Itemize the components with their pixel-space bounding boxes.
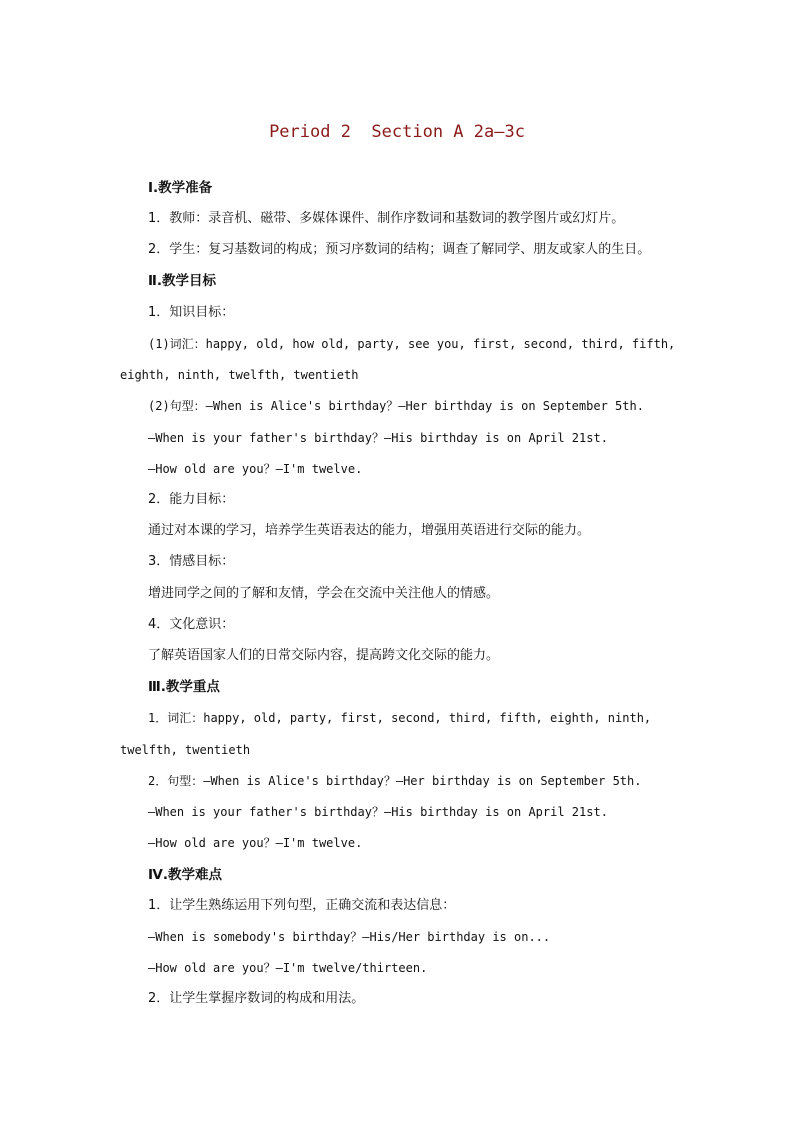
section-heading-objectives: Ⅱ.教学目标	[148, 273, 217, 289]
paragraph: 1．让学生熟练运用下列句型，正确交流和表达信息：	[148, 898, 456, 913]
paragraph: —How old are you？—I'm twelve.	[148, 836, 363, 850]
paragraph: 1．知识目标：	[148, 305, 235, 320]
paragraph: 4．文化意识：	[148, 617, 235, 632]
section-heading-preparation: Ⅰ.教学准备	[148, 180, 213, 196]
section-heading-key-points: Ⅲ.教学重点	[148, 679, 220, 695]
paragraph: 通过对本课的学习，培养学生英语表达的能力，增强用英语进行交际的能力。	[148, 523, 591, 538]
paragraph: 2．学生：复习基数词的构成；预习序数词的结构；调查了解同学、朋友或家人的生日。	[148, 242, 651, 257]
paragraph: 3．情感目标：	[148, 554, 235, 569]
paragraph: 2．让学生掌握序数词的构成和用法。	[148, 991, 365, 1006]
paragraph: twelfth, twentieth	[120, 743, 251, 757]
paragraph: 2．能力目标：	[148, 492, 235, 507]
paragraph: 了解英语国家人们的日常交际内容，提高跨文化交际的能力。	[148, 648, 500, 663]
paragraph: (2)句型：—When is Alice's birthday？—Her birthday is on September 5th.	[148, 399, 644, 413]
paragraph: —When is your father's birthday？—His birthday is on April 21st.	[148, 431, 608, 445]
paragraph: —When is your father's birthday？—His birthday is on April 21st.	[148, 805, 608, 819]
paragraph: 1．词汇：happy, old, party, first, second, third, fifth, eighth, ninth,	[148, 711, 652, 725]
paragraph: 1．教师：录音机、磁带、多媒体课件、制作序数词和基数词的教学图片或幻灯片。	[148, 211, 625, 226]
section-heading-difficulties: Ⅳ.教学难点	[148, 867, 222, 883]
paragraph: —How old are you？—I'm twelve/thirteen.	[148, 961, 428, 975]
paragraph: eighth, ninth, twelfth, twentieth	[120, 368, 359, 382]
document-title: Period 2 Section A 2a—3c	[269, 122, 525, 142]
paragraph: —When is somebody's birthday？—His/Her birthday is on...	[148, 930, 551, 944]
paragraph: 增进同学之间的了解和友情，学会在交流中关注他人的情感。	[148, 586, 500, 601]
paragraph: 2．句型：—When is Alice's birthday？—Her birthday is on September 5th.	[148, 774, 642, 788]
paragraph: (1)词汇：happy, old, how old, party, see you, first, second, third, fifth,	[148, 337, 676, 351]
paragraph: —How old are you？—I'm twelve.	[148, 462, 363, 476]
